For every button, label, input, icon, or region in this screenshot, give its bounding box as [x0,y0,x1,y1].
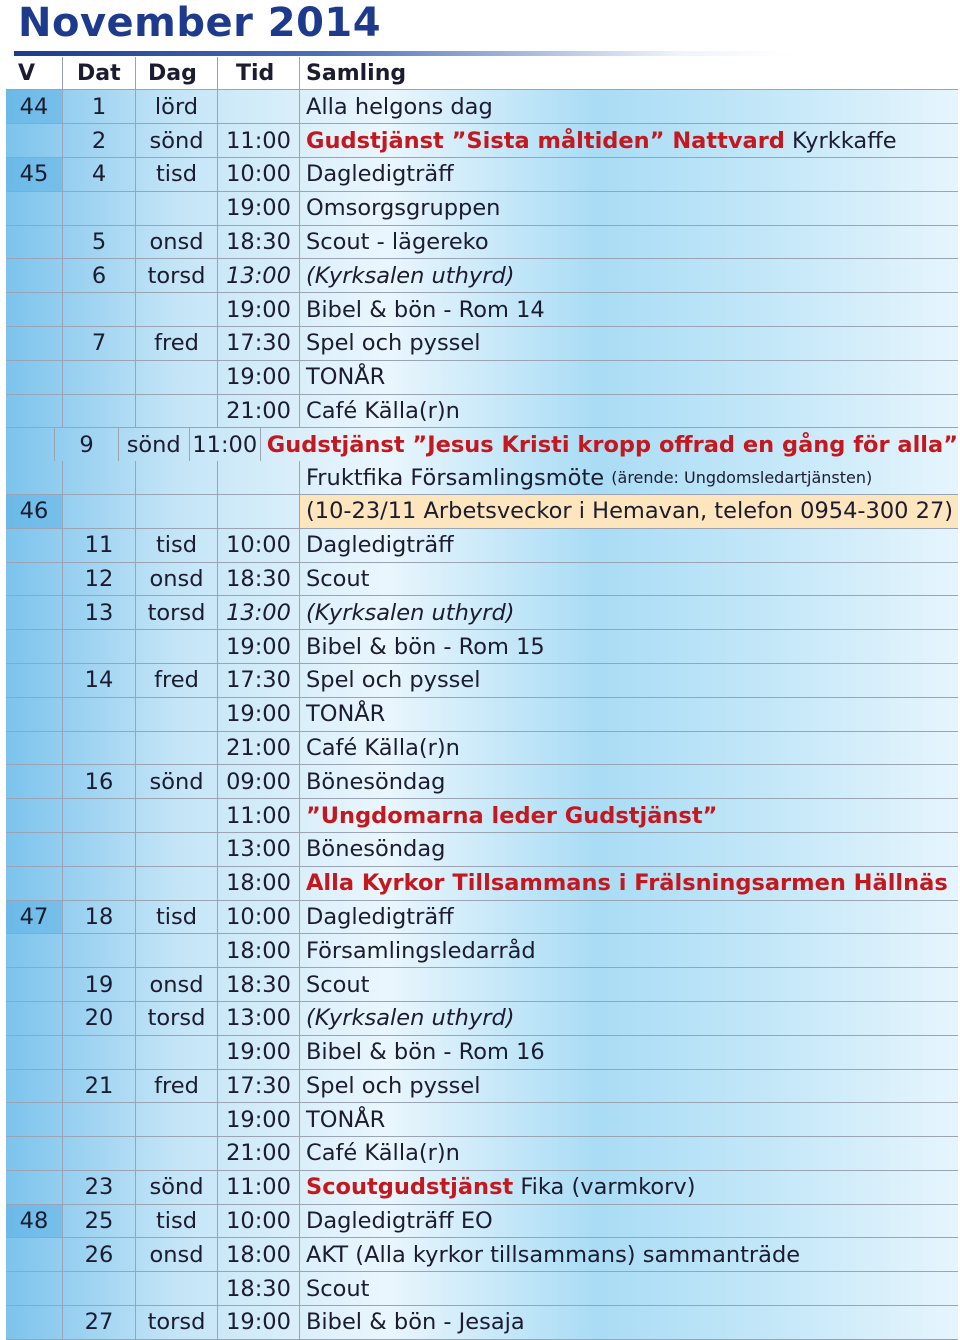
table-row [6,698,958,732]
day-cell [135,293,217,326]
time-cell: 11:00 [217,1171,299,1204]
event-text: Kyrkkaffe [784,127,897,154]
event-cell [299,1171,958,1204]
day-cell [135,934,217,967]
time-cell: 13:00 [217,596,299,629]
event-text: Café Källa(r)n [306,397,460,424]
day-cell: sönd [135,124,217,157]
event-cell [299,158,958,191]
event-text: Alla Kyrkor Tillsammans i Frälsningsarmen Hällnäs [306,870,948,897]
table-row [6,968,958,1002]
week-cell [6,1137,62,1170]
day-cell [135,1036,217,1069]
table-header [6,57,958,90]
date-cell [62,1272,135,1305]
week-cell [6,1070,62,1103]
event-cell [299,259,958,292]
day-cell: onsd [135,968,217,1001]
table-row [6,1103,958,1137]
date-cell [62,867,135,900]
week-cell [6,698,62,731]
day-cell [135,495,217,528]
table-row [6,630,958,664]
day-cell: torsd [135,259,217,292]
event-cell [299,799,958,832]
week-cell [6,1002,62,1035]
event-cell [299,1137,958,1170]
date-cell [62,395,135,428]
week-cell [6,395,62,428]
date-cell: 7 [62,327,135,360]
date-cell: 6 [62,259,135,292]
event-text: Fruktfika Församlingsmöte [306,464,612,491]
event-cell [299,1205,958,1238]
table-row [6,1070,958,1104]
time-cell: 21:00 [217,1137,299,1170]
date-cell [62,293,135,326]
day-cell [135,698,217,731]
event-text: Dagledigträff [306,161,454,188]
date-cell: 18 [62,901,135,934]
time-cell: 21:00 [217,732,299,765]
day-cell: onsd [135,1238,217,1271]
event-cell [299,1070,958,1103]
event-text: TONÅR [306,701,386,728]
day-cell [135,799,217,832]
event-cell [299,192,958,225]
event-text: Bönesöndag [306,768,446,795]
day-cell: tisd [135,158,217,191]
table-row [6,732,958,766]
event-cell [299,124,958,157]
day-cell [135,395,217,428]
table-row [6,934,958,968]
date-cell: 16 [62,765,135,798]
day-cell: tisd [135,529,217,562]
date-cell: 4 [62,158,135,191]
day-cell [135,1137,217,1170]
week-cell [6,934,62,967]
week-cell [6,428,54,461]
time-cell [217,495,299,528]
event-text: Spel och pyssel [306,330,481,357]
table-row [6,563,958,597]
date-cell: 26 [62,1238,135,1271]
table-row [6,1205,958,1239]
date-cell: 9 [54,428,117,461]
table-row [6,226,958,260]
week-cell [6,361,62,394]
event-text: (ärende: Ungdomsledartjänsten) [611,468,873,488]
time-cell: 11:00 [217,124,299,157]
time-cell: 13:00 [217,259,299,292]
time-cell: 18:30 [217,563,299,596]
event-text: TONÅR [306,1106,386,1133]
event-text: (Kyrksalen uthyrd) [306,599,515,626]
event-text: Fika (varmkorv) [513,1174,696,1201]
event-text: Alla helgons dag [306,93,493,120]
day-cell: fred [135,664,217,697]
event-cell [299,461,958,494]
week-cell: 45 [6,158,62,191]
header-week: V [18,60,36,86]
table-row [6,867,958,901]
date-cell: 14 [62,664,135,697]
time-cell: 11:00 [217,799,299,832]
date-cell [62,630,135,663]
week-cell [6,124,62,157]
week-cell: 44 [6,90,62,123]
week-cell: 46 [6,495,62,528]
event-text: Scout [306,1275,370,1302]
event-cell [299,968,958,1001]
date-cell: 27 [62,1306,135,1339]
week-cell [6,596,62,629]
event-text: Scout - lägereko [306,228,489,255]
time-cell: 17:30 [217,1070,299,1103]
event-text: Scoutgudstjänst [306,1174,514,1201]
date-cell [62,1103,135,1136]
day-cell: tisd [135,901,217,934]
time-cell: 19:00 [217,361,299,394]
time-cell: 17:30 [217,664,299,697]
event-cell [299,1002,958,1035]
table-row [6,158,958,192]
day-cell: sönd [135,1171,217,1204]
time-cell: 18:00 [217,1238,299,1271]
event-text: Bönesöndag [306,836,446,863]
day-cell [135,192,217,225]
title-underline [14,51,794,56]
event-text: Scout [306,565,370,592]
event-cell [299,1272,958,1305]
header-event: Samling [299,57,958,89]
table-row [6,361,958,395]
event-cell [299,1036,958,1069]
time-cell: 19:00 [217,1036,299,1069]
week-cell [6,664,62,697]
table-row [6,495,958,529]
event-cell [260,428,958,461]
time-cell: 19:00 [217,630,299,663]
event-text: (Kyrksalen uthyrd) [306,1005,515,1032]
day-cell: torsd [135,1306,217,1339]
time-cell: 19:00 [217,1103,299,1136]
event-cell [299,833,958,866]
event-cell [299,698,958,731]
time-cell: 21:00 [217,395,299,428]
table-row [6,664,958,698]
day-cell: fred [135,327,217,360]
week-cell [6,765,62,798]
table-row [6,1036,958,1070]
header-time: Tid [217,57,299,89]
date-cell [62,799,135,832]
time-cell: 13:00 [217,1002,299,1035]
day-cell [135,833,217,866]
week-cell [6,630,62,663]
date-cell: 25 [62,1205,135,1238]
week-cell [6,529,62,562]
event-cell [299,1103,958,1136]
event-text: Bibel & bön - Jesaja [306,1309,525,1336]
table-row [6,192,958,226]
date-cell [62,934,135,967]
table-row [6,428,958,461]
day-cell [135,461,217,494]
day-cell: onsd [135,226,217,259]
event-text: ”Ungdomarna leder Gudstjänst” [306,802,718,829]
event-cell [299,934,958,967]
day-cell: onsd [135,563,217,596]
time-cell [217,90,299,123]
event-text: Dagledigträff EO [306,1208,493,1235]
date-cell [62,1036,135,1069]
day-cell: sönd [118,428,189,461]
event-text: Bibel & bön - Rom 14 [306,296,545,323]
table-body [6,90,958,1339]
event-text: Spel och pyssel [306,1072,481,1099]
event-cell [299,664,958,697]
event-text: Dagledigträff [306,532,454,559]
time-cell: 10:00 [217,901,299,934]
day-cell: torsd [135,1002,217,1035]
week-cell [6,293,62,326]
header-date: Dat [62,57,135,89]
table-row [6,461,958,495]
event-cell [299,732,958,765]
date-cell: 12 [62,563,135,596]
week-cell [6,732,62,765]
event-cell [299,327,958,360]
event-cell [299,1306,958,1339]
table-row [6,395,958,429]
table-row [6,529,958,563]
date-cell: 19 [62,968,135,1001]
table-row [6,90,958,124]
week-cell [6,1238,62,1271]
day-cell [135,1272,217,1305]
time-cell: 17:30 [217,327,299,360]
table-row [6,259,958,293]
event-cell [299,630,958,663]
time-cell: 19:00 [217,1306,299,1339]
date-cell [62,698,135,731]
week-cell [6,327,62,360]
date-cell [62,461,135,494]
table-row [6,1238,958,1272]
time-cell: 18:00 [217,867,299,900]
header-day: Dag [135,57,217,89]
time-cell: 13:00 [217,833,299,866]
event-cell [299,563,958,596]
time-cell: 19:00 [217,698,299,731]
time-cell: 18:30 [217,1272,299,1305]
day-cell [135,1103,217,1136]
week-cell [6,563,62,596]
week-cell [6,192,62,225]
event-cell [299,901,958,934]
event-cell [299,1238,958,1271]
event-cell [299,226,958,259]
event-text: Gudstjänst ”Sista måltiden” Nattvard [306,127,785,154]
event-text: (10-23/11 Arbetsveckor i Hemavan, telefon 0954-300 27) [306,498,954,525]
event-text: Café Källa(r)n [306,734,460,761]
table-row [6,799,958,833]
time-cell: 11:00 [189,428,260,461]
table-row [6,293,958,327]
time-cell: 09:00 [217,765,299,798]
week-cell [6,1171,62,1204]
date-cell: 11 [62,529,135,562]
event-text: Omsorgsgruppen [306,195,501,222]
date-cell: 2 [62,124,135,157]
event-text: TONÅR [306,364,386,391]
week-cell [6,1306,62,1339]
day-cell: torsd [135,596,217,629]
week-cell [6,799,62,832]
table-row [6,901,958,935]
week-cell: 48 [6,1205,62,1238]
table-row [6,1137,958,1171]
event-cell [299,361,958,394]
day-cell: lörd [135,90,217,123]
date-cell: 20 [62,1002,135,1035]
event-text: Dagledigträff [306,903,454,930]
time-cell: 10:00 [217,529,299,562]
time-cell: 18:30 [217,968,299,1001]
table-row [6,1272,958,1306]
event-cell [299,867,958,900]
event-text: Gudstjänst ”Jesus Kristi kropp offrad en gång för alla” [266,431,958,458]
table-row [6,833,958,867]
date-cell: 23 [62,1171,135,1204]
date-cell: 1 [62,90,135,123]
week-cell [6,867,62,900]
table-row [6,327,958,361]
schedule-table [6,57,958,1340]
week-cell [6,1272,62,1305]
event-cell [299,293,958,326]
table-row [6,1306,958,1340]
event-text: Scout [306,971,370,998]
week-cell [6,259,62,292]
table-row [6,124,958,158]
date-cell: 21 [62,1070,135,1103]
date-cell [62,833,135,866]
week-cell [6,968,62,1001]
week-cell: 47 [6,901,62,934]
date-cell [62,361,135,394]
event-cell [299,529,958,562]
time-cell: 18:00 [217,934,299,967]
day-cell: fred [135,1070,217,1103]
event-cell [299,495,958,528]
event-cell [299,395,958,428]
date-cell [62,1137,135,1170]
time-cell: 19:00 [217,293,299,326]
event-text: Församlingsledarråd [306,937,536,964]
time-cell: 19:00 [217,192,299,225]
event-cell [299,765,958,798]
event-text: Bibel & bön - Rom 15 [306,633,545,660]
day-cell [135,732,217,765]
day-cell: tisd [135,1205,217,1238]
day-cell: sönd [135,765,217,798]
table-row [6,1171,958,1205]
date-cell [62,192,135,225]
event-text: Café Källa(r)n [306,1140,460,1167]
week-cell [6,226,62,259]
week-cell [6,461,62,494]
week-cell [6,833,62,866]
week-cell [6,1103,62,1136]
event-text: AKT (Alla kyrkor tillsammans) sammanträde [306,1241,801,1268]
time-cell: 18:30 [217,226,299,259]
page-title: November 2014 [18,0,382,46]
table-row [6,765,958,799]
week-cell [6,1036,62,1069]
time-cell [217,461,299,494]
day-cell [135,361,217,394]
event-text: Spel och pyssel [306,667,481,694]
table-row [6,596,958,630]
date-cell: 5 [62,226,135,259]
event-text: (Kyrksalen uthyrd) [306,262,515,289]
date-cell [62,732,135,765]
day-cell [135,867,217,900]
event-cell [299,90,958,123]
time-cell: 10:00 [217,1205,299,1238]
time-cell: 10:00 [217,158,299,191]
date-cell [62,495,135,528]
table-row [6,1002,958,1036]
event-cell [299,596,958,629]
day-cell [135,630,217,663]
date-cell: 13 [62,596,135,629]
event-text: Bibel & bön - Rom 16 [306,1039,545,1066]
